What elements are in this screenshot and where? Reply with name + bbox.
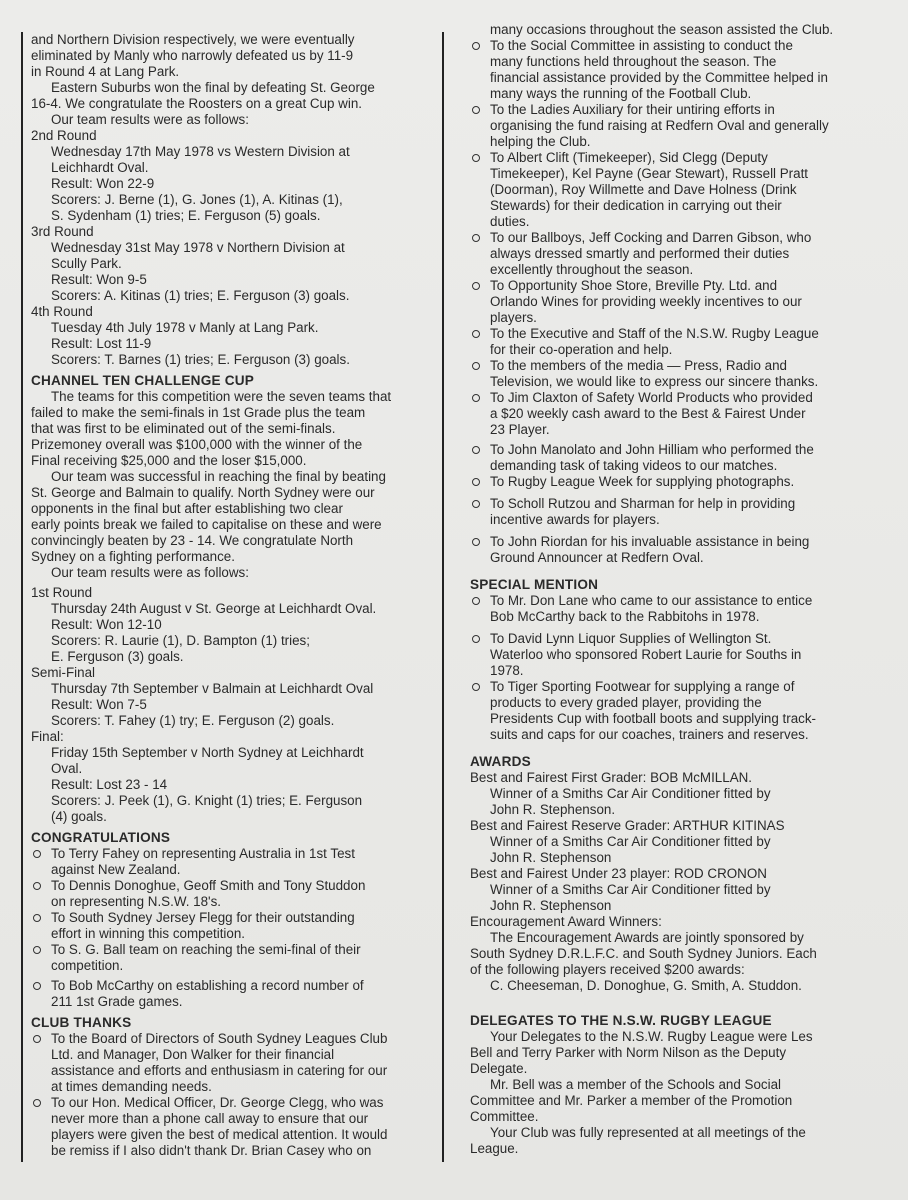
text-line: To S. G. Ball team on reaching the semi-final of their (51, 942, 361, 957)
text-line: To Mr. Don Lane who came to our assistance to entice (490, 593, 813, 608)
text-line: Final receiving $25,000 and the loser $15,000. (31, 453, 307, 468)
text-line: Timekeeper), Kel Payne (Gear Stewart), Russell Pratt (490, 166, 809, 181)
text-line: Scully Park. (51, 256, 122, 271)
text-line: many occasions throughout the season assisted the Club. (490, 22, 834, 37)
text-line: Leichhardt Oval. (51, 160, 149, 175)
bullet-icon (472, 362, 480, 370)
awards-section (470, 753, 890, 994)
text-line: Wednesday 17th May 1978 vs Western Division at (51, 144, 350, 159)
text-line: players were given the best of medical attention. It would (51, 1127, 388, 1142)
text-line: To Opportunity Shoe Store, Breville Pty. Ltd. and (490, 278, 778, 293)
text-line: players. (490, 310, 537, 325)
list-item (31, 1031, 436, 1095)
text-line: Mr. Bell was a member of the Schools and Social (490, 1077, 782, 1092)
list-item (470, 278, 890, 326)
text-line: Tuesday 4th July 1978 v Manly at Lang Park. (51, 320, 319, 335)
text-line: To Terry Fahey on representing Australia in 1st Test (51, 846, 355, 861)
text-line: Delegate. (470, 1061, 528, 1076)
text-line: against New Zealand. (51, 862, 181, 877)
channel-ten-section (31, 372, 436, 825)
bullet-icon (33, 982, 41, 990)
round-3-block (31, 224, 436, 304)
list-item (470, 442, 890, 474)
text-line: C. Cheeseman, D. Donoghue, G. Smith, A. Studdon. (490, 978, 802, 993)
text-line: Scorers: A. Kitinas (1) tries; E. Ferguson (3) goals. (51, 288, 350, 303)
text-line: Scorers: J. Peek (1), G. Knight (1) tries; E. Ferguson (51, 793, 363, 808)
bullet-icon (472, 42, 480, 50)
text-line: E. Ferguson (3) goals. (51, 649, 184, 664)
text-line: in Round 4 at Lang Park. (31, 64, 180, 79)
text-line: To Albert Clift (Timekeeper), Sid Clegg (Deputy (490, 150, 768, 165)
text-line: suits and caps for our coaches, trainers and reserves. (490, 727, 809, 742)
text-line: competition. (51, 958, 124, 973)
text-line: Television, we would like to express our sincere thanks. (490, 374, 819, 389)
text-line: To Dennis Donoghue, Geoff Smith and Tony Studdon (51, 878, 366, 893)
bullet-icon (33, 882, 41, 890)
text-line: League. (470, 1141, 519, 1156)
text-line: Scorers: T. Barnes (1) tries; E. Ferguson (3) goals. (51, 352, 350, 367)
text-line: that was first to be eliminated out of the semi-finals. (31, 421, 336, 436)
text-line: Winner of a Smiths Car Air Conditioner fitted by (490, 834, 771, 849)
text-line: assistance and efforts and enthusiasm in catering for our (51, 1063, 388, 1078)
text-line: 1978. (490, 663, 524, 678)
text-line: financial assistance provided by the Committee helped in (490, 70, 828, 85)
text-line: effort in winning this competition. (51, 926, 246, 941)
round-4-block (31, 304, 436, 368)
text-line: 211 1st Grade games. (51, 994, 183, 1009)
text-line: Friday 15th September v North Sydney at Leichhardt (51, 745, 364, 760)
bullet-icon (472, 330, 480, 338)
text-line: Result: Lost 11-9 (51, 336, 152, 351)
text-line: To David Lynn Liquor Supplies of Wellington St. (490, 631, 772, 646)
text-line: Ground Announcer at Redfern Oval. (490, 550, 704, 565)
section-heading-awards: AWARDS (470, 754, 531, 769)
text-line: early points break we failed to capitalise on these and were (31, 517, 382, 532)
list-item (470, 326, 890, 358)
text-line: on representing N.S.W. 18's. (51, 894, 222, 909)
text-line: Result: Won 7-5 (51, 697, 147, 712)
text-line: demanding task of taking videos to our matches. (490, 458, 778, 473)
text-line: at times demanding needs. (51, 1079, 212, 1094)
bullet-icon (33, 850, 41, 858)
text-line: Winner of a Smiths Car Air Conditioner fitted by (490, 786, 771, 801)
text-line: Result: Won 22-9 (51, 176, 155, 191)
text-line: To the Board of Directors of South Sydney Leagues Club (51, 1031, 388, 1046)
club-thanks-section (31, 1014, 436, 1159)
list-item (470, 230, 890, 278)
text-line: always dressed smartly and performed their duties (490, 246, 790, 261)
list-item (470, 474, 890, 490)
list-item (470, 593, 890, 625)
text-line: Prizemoney overall was $100,000 with the winner of the (31, 437, 363, 452)
text-line: Best and Fairest First Grader: BOB McMILLAN. (470, 770, 753, 785)
round-label: 4th Round (31, 304, 93, 319)
bullet-icon (472, 234, 480, 242)
text-line: products to every graded player, providing the (490, 695, 762, 710)
list-item (470, 496, 890, 528)
congratulations-section (31, 829, 436, 1010)
text-line: To Bob McCarthy on establishing a record number of (51, 978, 364, 993)
bullet-icon (472, 500, 480, 508)
special-mention-section (470, 576, 890, 743)
text-line: Bell and Terry Parker with Norm Nilson as the Deputy (470, 1045, 787, 1060)
text-line: Waterloo who sponsored Robert Laurie for Souths in (490, 647, 802, 662)
bullet-icon (472, 478, 480, 486)
text-line: Our team results were as follows: (51, 565, 249, 580)
text-line: Your Delegates to the N.S.W. Rugby League were Les (490, 1029, 813, 1044)
text-line: To our Ballboys, Jeff Cocking and Darren Gibson, who (490, 230, 812, 245)
text-line: To Rugby League Week for supplying photographs. (490, 474, 795, 489)
text-line: opponents in the final but after establishing two clear (31, 501, 343, 516)
list-item (31, 942, 436, 974)
bullet-icon (33, 914, 41, 922)
text-line: helping the Club. (490, 134, 591, 149)
bullet-icon (33, 1035, 41, 1043)
list-item (470, 358, 890, 390)
bullet-icon (472, 538, 480, 546)
text-line: incentive awards for players. (490, 512, 660, 527)
bullet-icon (472, 635, 480, 643)
round-label: 1st Round (31, 585, 93, 600)
section-heading-special-mention: SPECIAL MENTION (470, 577, 599, 592)
list-item (470, 38, 890, 102)
text-line: Bob McCarthy back to the Rabbitohs in 1978. (490, 609, 760, 624)
text-line: eliminated by Manly who narrowly defeated us by 11-9 (31, 48, 354, 63)
text-line: Orlando Wines for providing weekly incentives to our (490, 294, 802, 309)
list-item (31, 878, 436, 910)
round-label: 3rd Round (31, 224, 94, 239)
list-item (470, 631, 890, 679)
list-item (31, 910, 436, 942)
text-line: (Doorman), Roy Willmette and Dave Holness (Drink (490, 182, 797, 197)
text-line: 16-4. We congratulate the Roosters on a great Cup win. (31, 96, 362, 111)
bullet-icon (472, 394, 480, 402)
section-heading-channel-ten: CHANNEL TEN CHALLENGE CUP (31, 373, 255, 388)
text-line: a $20 weekly cash award to the Best & Fairest Under (490, 406, 806, 421)
column-divider-rule (442, 32, 444, 1162)
section-heading-club-thanks: CLUB THANKS (31, 1015, 132, 1030)
text-line: Your Club was fully represented at all meetings of the (490, 1125, 806, 1140)
list-item (31, 1095, 436, 1159)
list-item (470, 102, 890, 150)
text-line: Best and Fairest Under 23 player: ROD CRONON (470, 866, 767, 881)
text-line: Result: Lost 23 - 14 (51, 777, 168, 792)
bullet-icon (472, 106, 480, 114)
text-line: South Sydney D.R.L.F.C. and South Sydney Juniors. Each (470, 946, 817, 961)
list-item (470, 679, 890, 743)
text-line: Scorers: R. Laurie (1), D. Bampton (1) tries; (51, 633, 310, 648)
text-line: John R. Stephenson (490, 898, 612, 913)
text-line: Stewards) for their dedication in carrying out their (490, 198, 782, 213)
intro-section (31, 32, 436, 128)
text-line: To South Sydney Jersey Flegg for their outstanding (51, 910, 355, 925)
text-line: To the Ladies Auxiliary for their untiring efforts in (490, 102, 775, 117)
text-line: never more than a phone call away to ensure that our (51, 1111, 369, 1126)
bullet-icon (472, 683, 480, 691)
text-line: John R. Stephenson. (490, 802, 616, 817)
text-line: Committee and Mr. Parker a member of the Promotion (470, 1093, 793, 1108)
right-column (470, 22, 890, 1157)
thanks-continued-list (470, 38, 890, 566)
text-line: for their co-operation and help. (490, 342, 673, 357)
text-line: Eastern Suburbs won the final by defeating St. George (51, 80, 375, 95)
list-item (31, 846, 436, 878)
round-label: Semi-Final (31, 665, 95, 680)
text-line: Presidents Cup with football boots and supplying track- (490, 711, 817, 726)
text-line: The teams for this competition were the seven teams that (51, 389, 392, 404)
text-line: St. George and Balmain to qualify. North Sydney were our (31, 485, 375, 500)
list-item (470, 534, 890, 566)
delegates-section (470, 1012, 890, 1157)
bullet-icon (472, 154, 480, 162)
text-line: failed to make the semi-finals in 1st Grade plus the team (31, 405, 366, 420)
text-line: To the Social Committee in assisting to conduct the (490, 38, 793, 53)
bullet-icon (472, 597, 480, 605)
text-line: Ltd. and Manager, Don Walker for their financial (51, 1047, 335, 1062)
text-line: Thursday 7th September v Balmain at Leichhardt Oval (51, 681, 374, 696)
text-line: John R. Stephenson (490, 850, 612, 865)
list-item (31, 978, 436, 1010)
text-line: Winner of a Smiths Car Air Conditioner fitted by (490, 882, 771, 897)
text-line: Result: Won 9-5 (51, 272, 147, 287)
text-line: Encouragement Award Winners: (470, 914, 662, 929)
text-line: of the following players received $200 awards: (470, 962, 745, 977)
text-line: Best and Fairest Reserve Grader: ARTHUR KITINAS (470, 818, 785, 833)
left-column (31, 32, 436, 1159)
text-line: To John Riordan for his invaluable assistance in being (490, 534, 810, 549)
text-line: Sydney on a fighting performance. (31, 549, 235, 564)
section-heading-delegates: DELEGATES TO THE N.S.W. RUGBY LEAGUE (470, 1013, 772, 1028)
bullet-icon (33, 1099, 41, 1107)
text-line: The Encouragement Awards are jointly sponsored by (490, 930, 804, 945)
bullet-icon (33, 946, 41, 954)
text-line: many ways the running of the Football Club. (490, 86, 752, 101)
text-line: Committee. (470, 1109, 539, 1124)
list-item (470, 150, 890, 230)
bullet-icon (472, 282, 480, 290)
text-line: excellently throughout the season. (490, 262, 694, 277)
text-line: duties. (490, 214, 530, 229)
section-heading-congratulations: CONGRATULATIONS (31, 830, 171, 845)
text-line: convincingly beaten by 23 - 14. We congratulate North (31, 533, 354, 548)
bullet-icon (472, 446, 480, 454)
text-line: To our Hon. Medical Officer, Dr. George Clegg, who was (51, 1095, 384, 1110)
text-line: 23 Player. (490, 422, 550, 437)
text-line: Oval. (51, 761, 83, 776)
text-line: To Jim Claxton of Safety World Products who provided (490, 390, 813, 405)
text-line: To the members of the media — Press, Radio and (490, 358, 787, 373)
text-line: Result: Won 12-10 (51, 617, 162, 632)
round-2-block (31, 128, 436, 224)
text-line: To John Manolato and John Hilliam who performed the (490, 442, 814, 457)
text-line: organising the fund raising at Redfern Oval and generally (490, 118, 829, 133)
text-line: Thursday 24th August v St. George at Leichhardt Oval. (51, 601, 377, 616)
text-line: To the Executive and Staff of the N.S.W. Rugby League (490, 326, 819, 341)
text-line: Our team was successful in reaching the final by beating (51, 469, 386, 484)
round-label: Final: (31, 729, 64, 744)
text-line: S. Sydenham (1) tries; E. Ferguson (5) goals. (51, 208, 321, 223)
text-line: Wednesday 31st May 1978 v Northern Division at (51, 240, 345, 255)
round-label: 2nd Round (31, 128, 97, 143)
left-margin-rule (21, 32, 23, 1162)
text-line: To Scholl Rutzou and Sharman for help in providing (490, 496, 796, 511)
text-line: be remiss if I also didn't thank Dr. Brian Casey who on (51, 1143, 372, 1158)
text-line: Scorers: J. Berne (1), G. Jones (1), A. Kitinas (1), (51, 192, 343, 207)
text-line: (4) goals. (51, 809, 107, 824)
text-line: Our team results were as follows: (51, 112, 249, 127)
text-line: and Northern Division respectively, we were eventually (31, 32, 355, 47)
text-line: many functions held throughout the season. The (490, 54, 777, 69)
text-line: To Tiger Sporting Footwear for supplying a range of (490, 679, 795, 694)
list-item (470, 390, 890, 438)
text-line: Scorers: T. Fahey (1) try; E. Ferguson (2) goals. (51, 713, 335, 728)
